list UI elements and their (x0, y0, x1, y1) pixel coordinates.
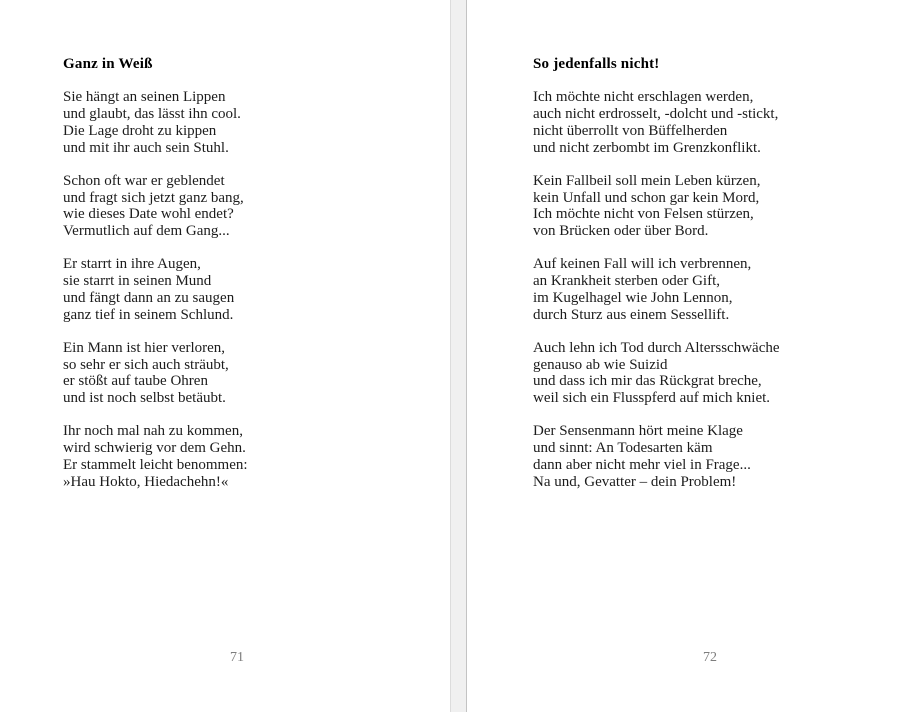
poem-line: Kein Fallbeil soll mein Leben kürzen, (533, 172, 761, 189)
poem-line: sie starrt in seinen Mund (63, 273, 212, 290)
poem-line: und mit ihr auch sein Stuhl. (63, 139, 229, 156)
poem-line: nicht überrollt von Büffelherden (533, 122, 728, 139)
stanza (533, 173, 903, 240)
poem-line: Na und, Gevatter – dein Problem! (533, 473, 737, 490)
stanza (533, 340, 903, 407)
poem-line: und fängt dann an zu saugen (63, 289, 235, 306)
stanza (533, 256, 903, 323)
poem-line: Ihr noch mal nah zu kommen, (63, 423, 243, 440)
poem-line: dann aber nicht mehr viel in Frage... (533, 456, 751, 473)
poem-line: und glaubt, das lässt ihn cool. (63, 106, 241, 123)
poem-line: Er starrt in ihre Augen, (63, 256, 201, 273)
poem-line: so sehr er sich auch sträubt, (63, 356, 229, 373)
poem-line: und dass ich mir das Rückgrat breche, (533, 373, 762, 390)
poem-left (63, 56, 423, 507)
poem-line: und nicht zerbombt im Grenzkonflikt. (533, 139, 761, 156)
poem-title-left: Ganz in Weiß (63, 56, 153, 72)
poem-line: »Hau Hokto, Hiedachehn!« (63, 473, 229, 490)
poem-line: wie dieses Date wohl endet? (63, 206, 234, 223)
poem-line: genauso ab wie Suizid (533, 356, 668, 373)
stanza (63, 256, 423, 323)
stanza (63, 340, 423, 407)
page-left (0, 0, 450, 712)
poem-line: auch nicht erdrosselt, -dolcht und -stickt, (533, 106, 779, 123)
poem-title-right: So jedenfalls nicht! (533, 56, 660, 72)
poem-line: er stößt auf taube Ohren (63, 373, 208, 390)
poem-line: Auch lehn ich Tod durch Altersschwäche (533, 339, 780, 356)
page-gutter-divider (450, 0, 467, 712)
poem-line: und ist noch selbst betäubt. (63, 390, 226, 406)
stanza (63, 89, 423, 156)
poem-line: Die Lage droht zu kippen (63, 122, 217, 139)
page-right (467, 0, 916, 712)
poem-line: Er stammelt leicht benommen: (63, 456, 248, 473)
poem-line: ganz tief in seinem Schlund. (63, 306, 234, 323)
poem-line: wird schwierig vor dem Gehn. (63, 440, 246, 457)
stanza (533, 423, 903, 490)
poem-line: Der Sensenmann hört meine Klage (533, 423, 743, 440)
poem-line: und sinnt: An Todesarten käm (533, 440, 713, 457)
poem-line: Auf keinen Fall will ich verbrennen, (533, 256, 752, 273)
poem-line: Vermutlich auf dem Gang... (63, 223, 230, 239)
poem-line: kein Unfall und schon gar kein Mord, (533, 189, 760, 206)
poem-line: Sie hängt an seinen Lippen (63, 89, 226, 106)
poem-line: im Kugelhagel wie John Lennon, (533, 289, 733, 306)
page-number-right: 72 (703, 650, 717, 665)
poem-line: an Krankheit sterben oder Gift, (533, 273, 721, 290)
poem-line: Ich möchte nicht von Felsen stürzen, (533, 206, 754, 223)
poem-line: weil sich ein Flusspferd auf mich kniet. (533, 390, 771, 406)
poem-line: und fragt sich jetzt ganz bang, (63, 189, 244, 206)
poem-line: Schon oft war er geblendet (63, 172, 225, 189)
stanza (63, 423, 423, 490)
poem-line: durch Sturz aus einem Sessellift. (533, 306, 730, 323)
poem-line: Ein Mann ist hier verloren, (63, 339, 226, 356)
stanza (63, 173, 423, 240)
poem-line: Ich möchte nicht erschlagen werden, (533, 89, 754, 106)
stanza (533, 89, 903, 156)
poem-right (533, 56, 903, 507)
poem-line: von Brücken oder über Bord. (533, 223, 709, 239)
page-number-left: 71 (230, 650, 244, 665)
